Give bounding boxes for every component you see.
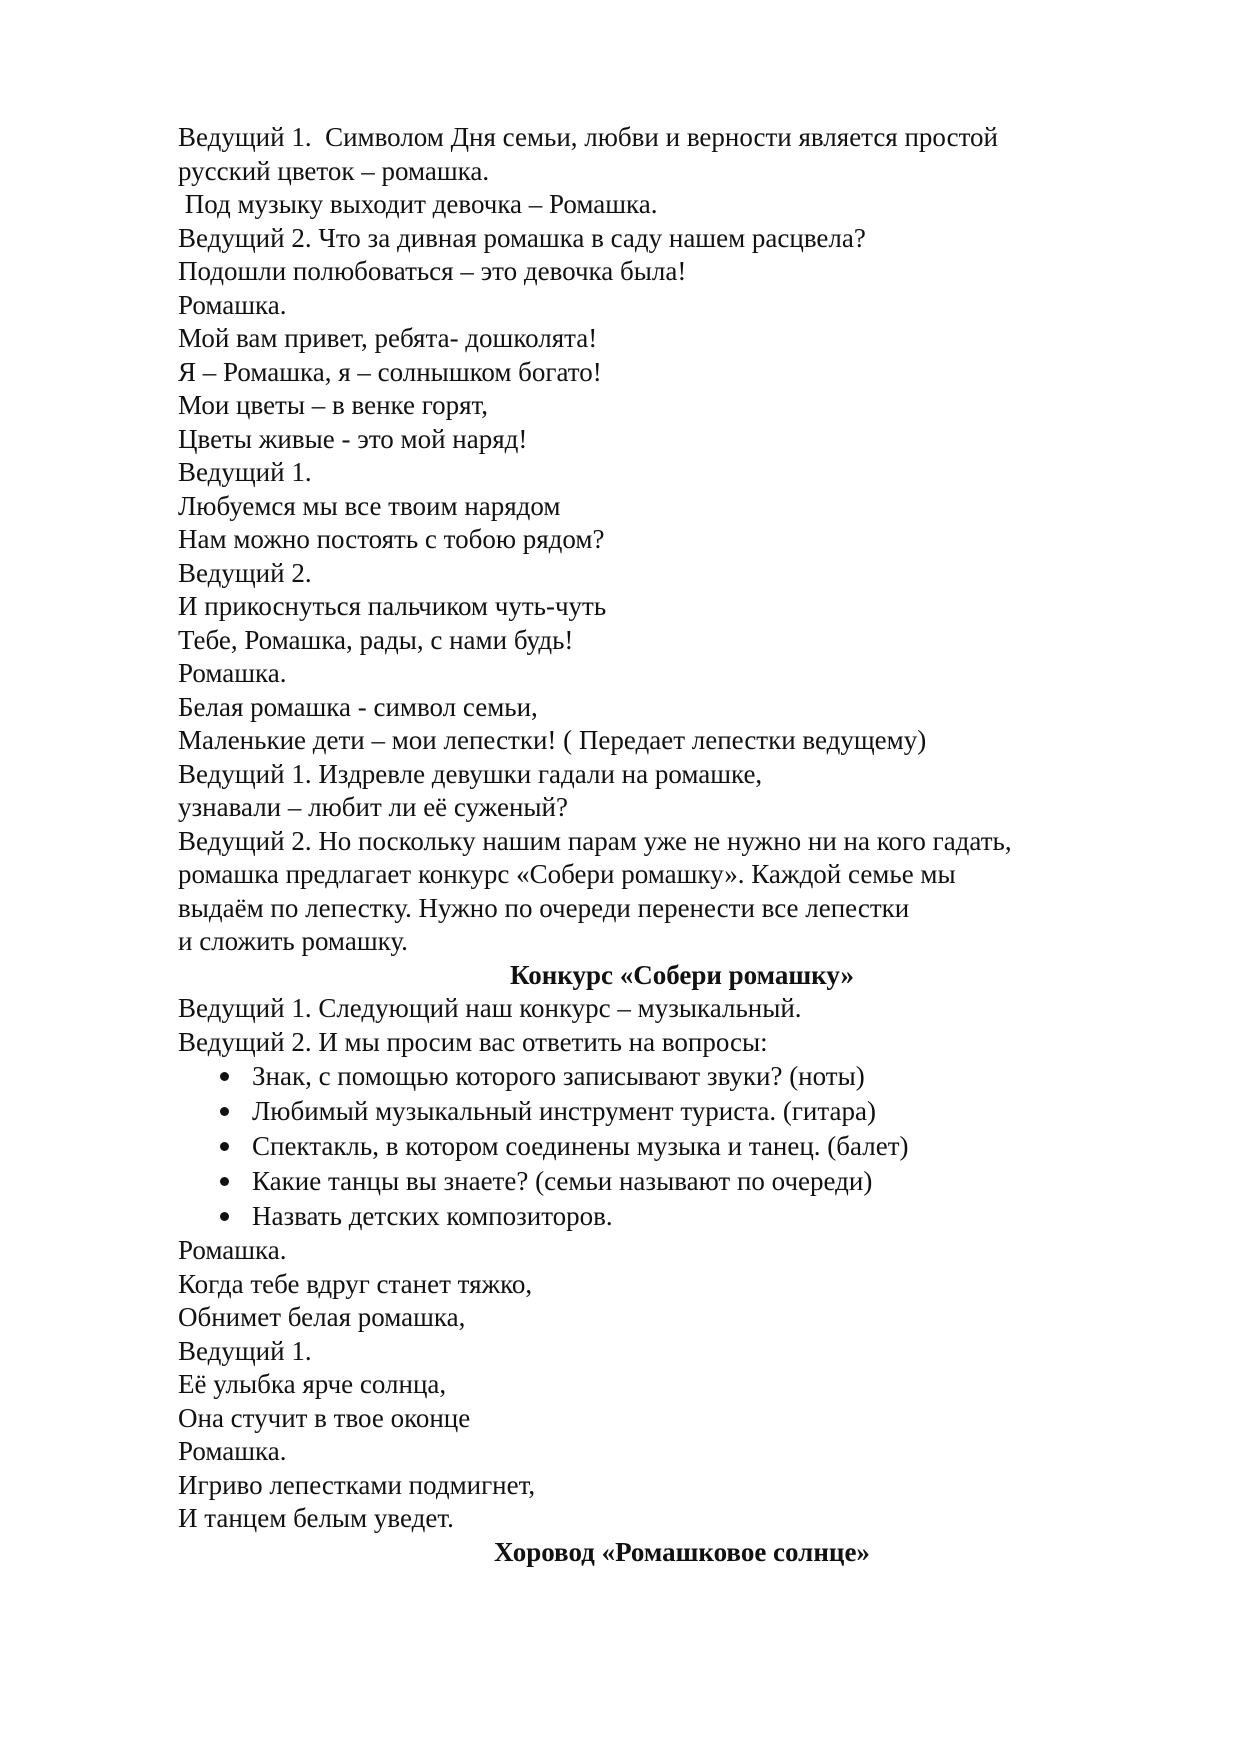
text-line: Цветы живые - это мой наряд! [178,423,528,454]
text-line: ромашка предлагает конкурс «Собери ромашку». Каждой семье мы [178,859,956,889]
text-line: Нам можно постоять с тобою рядом? [178,524,605,554]
script-section-3 [178,1234,1118,1536]
text-line: Ведущий 2. И мы просим вас ответить на вопросы: [178,1026,768,1057]
text-line: Ведущий 2. Что за дивная ромашка в саду нашем расцвела? [178,222,866,253]
list-item [178,1199,1118,1234]
text-line: Под музыку выходит девочка – Ромашка. [178,189,658,219]
text-line: И танцем белым уведет. [178,1503,454,1533]
section-heading-contest: Конкурс «Собери ромашку» [509,959,854,990]
section-heading-round-dance: Хоровод «Ромашковое солнце» [494,1536,870,1567]
list-item-text: Спектакль, в котором соединены музыка и танец. (балет) [252,1131,909,1161]
text-line: русский цветок – ромашка. [178,155,490,186]
text-line: Маленькие дети – мои лепестки! ( Передает лепестки ведущему) [178,725,927,755]
text-line: Мои цветы – в венке горят, [178,390,489,420]
bullet-icon [220,1072,229,1081]
text-line: Ведущий 1. Символом Дня семьи, любви и верности является простой [178,122,998,152]
text-line: Ромашка. [178,658,287,688]
bullet-icon [220,1107,229,1116]
bullet-icon [220,1142,229,1151]
questions-list [178,1059,1118,1234]
text-line: узнавали – любит ли её суженый? [178,792,568,822]
bullet-icon [220,1212,229,1221]
text-line: Ведущий 2. [178,557,312,588]
list-item-text: Какие танцы вы знаете? (семьи называют по очереди) [252,1166,873,1196]
text-line: Обнимет белая ромашка, [178,1302,466,1332]
text-line: Её улыбка ярче солнца, [178,1369,447,1399]
text-line: Игриво лепестками подмигнет, [178,1469,536,1500]
text-line: Ромашка. [178,1436,287,1466]
list-item-text: Любимый музыкальный инструмент туриста. (гитара) [252,1096,876,1126]
list-item [178,1059,1118,1094]
list-item-text: Знак, с помощью которого записывают звуки? (ноты) [252,1061,865,1091]
text-line: Ведущий 2. Но поскольку нашим парам уже не нужно ни на кого гадать, [178,825,1012,856]
list-item-text: Назвать детских композиторов. [252,1201,613,1231]
text-line: Подошли полюбоваться – это девочка была! [178,256,687,286]
text-line: Я – Ромашка, я – солнышком богато! [178,356,602,387]
text-line: Ведущий 1. Следующий наш конкурс – музыкальный. [178,993,802,1023]
script-section-2 [178,992,1118,1059]
list-item [178,1094,1118,1129]
text-line: Ромашка. [178,1235,287,1265]
text-line: Мой вам привет, ребята- дошколята! [178,323,598,353]
list-item [178,1164,1118,1199]
text-line: Ведущий 1. [178,1335,312,1366]
document-page [178,121,1118,1569]
text-line: Тебе, Ромашка, рады, с нами будь! [178,624,574,655]
text-line: Белая ромашка - символ семьи, [178,691,538,722]
text-line: Ромашка. [178,289,287,320]
text-line: выдаём по лепестку. Нужно по очереди перенести все лепестки [178,892,910,923]
text-line: Любуемся мы все твоим нарядом [178,490,561,521]
text-line: И прикоснуться пальчиком чуть-чуть [178,591,607,621]
script-section-1 [178,121,1118,959]
list-item [178,1129,1118,1164]
text-line: Она стучит в твое оконце [178,1402,471,1433]
text-line: Ведущий 1. Издревле девушки гадали на ромашке, [178,758,763,789]
text-line: и сложить ромашку. [178,926,408,956]
bullet-icon [220,1177,229,1186]
text-line: Ведущий 1. [178,457,312,487]
text-line: Когда тебе вдруг станет тяжко, [178,1268,533,1299]
